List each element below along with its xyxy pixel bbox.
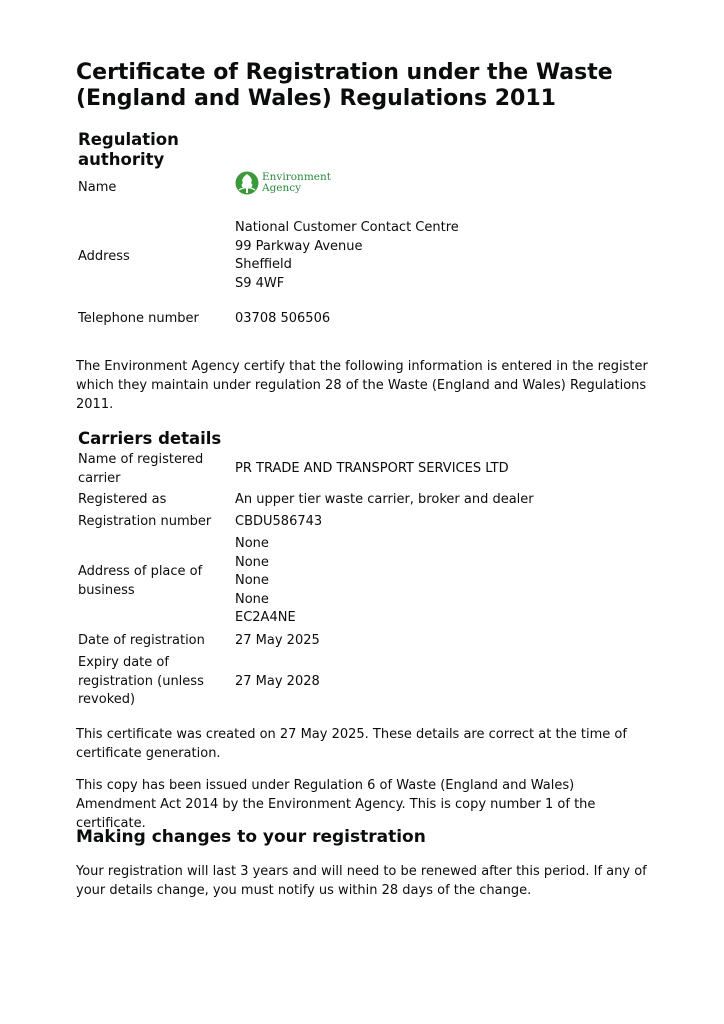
- copy-paragraph: This copy has been issued under Regulation 6 of Waste (England and Wales) Amendment Act 2014 by the Environment Agency. This is copy number 1 of the certificate.: [76, 778, 596, 831]
- address-line: S9 4WF: [235, 275, 285, 291]
- business-address-row: [78, 535, 656, 628]
- authority-name-label: Name: [78, 180, 117, 195]
- carrier-name-value: PR TRADE AND TRANSPORT SERVICES LTD: [235, 461, 509, 476]
- changes-paragraph: Your registration will last 3 years and will need to be renewed after this period. If any of your details change, you must notify us within 28 days of the change.: [76, 864, 647, 898]
- authority-name-row: [78, 171, 656, 208]
- authority-heading: Regulation authority: [78, 130, 179, 169]
- registration-number-value: CBDU586743: [235, 514, 323, 529]
- business-address-value: [235, 535, 655, 628]
- registered-as-label: Registered as: [78, 492, 167, 507]
- certify-paragraph: The Environment Agency certify that the following information is entered in the register which they maintain under regulation 28 of the Waste (England and Wales) Regulations 2011.: [76, 359, 648, 412]
- telephone-label: Telephone number: [78, 311, 199, 326]
- registration-date-value: 27 May 2025: [235, 633, 320, 648]
- address-line: EC2A4NE: [235, 610, 296, 625]
- address-line: None: [235, 573, 269, 588]
- business-address-label: Address of place of business: [78, 564, 203, 598]
- expiry-date-label: Expiry date of registration (unless revoked): [78, 655, 204, 707]
- authority-address-label: Address: [78, 249, 130, 264]
- expiry-date-value: 27 May 2028: [235, 674, 320, 689]
- created-paragraph: This certificate was created on 27 May 2025. These details are correct at the time of certificate generation.: [76, 727, 627, 761]
- address-line: National Customer Contact Centre: [235, 220, 459, 235]
- address-line: Sheffield: [235, 257, 292, 272]
- carrier-name-label: Name of registered carrier: [78, 452, 204, 486]
- address-line: None: [235, 536, 269, 551]
- certificate-page: [76, 60, 656, 898]
- page-title: Certificate of Registration under the Waste (England and Wales) Regulations 2011: [76, 60, 613, 111]
- address-line: None: [235, 591, 269, 607]
- telephone-value: 03708 506506: [235, 311, 331, 326]
- changes-heading: Making changes to your registration: [76, 827, 426, 847]
- address-line: 99 Parkway Avenue: [235, 238, 363, 254]
- carrier-name-row: [78, 451, 656, 488]
- registered-as-value: An upper tier waste carrier, broker and dealer: [235, 492, 534, 507]
- registration-date-label: Date of registration: [78, 633, 205, 648]
- logo-text-line1: Environment: [262, 171, 331, 183]
- registration-number-label: Registration number: [78, 514, 212, 529]
- carrier-heading: Carriers details: [78, 429, 222, 448]
- logo-text-line2: Agency: [262, 182, 302, 194]
- authority-address-row: [78, 219, 656, 299]
- address-line: None: [235, 554, 269, 570]
- expiry-date-row: [78, 654, 656, 710]
- authority-address-value: [235, 219, 655, 293]
- environment-agency-logo: [235, 170, 331, 196]
- environment-agency-icon: [235, 170, 259, 196]
